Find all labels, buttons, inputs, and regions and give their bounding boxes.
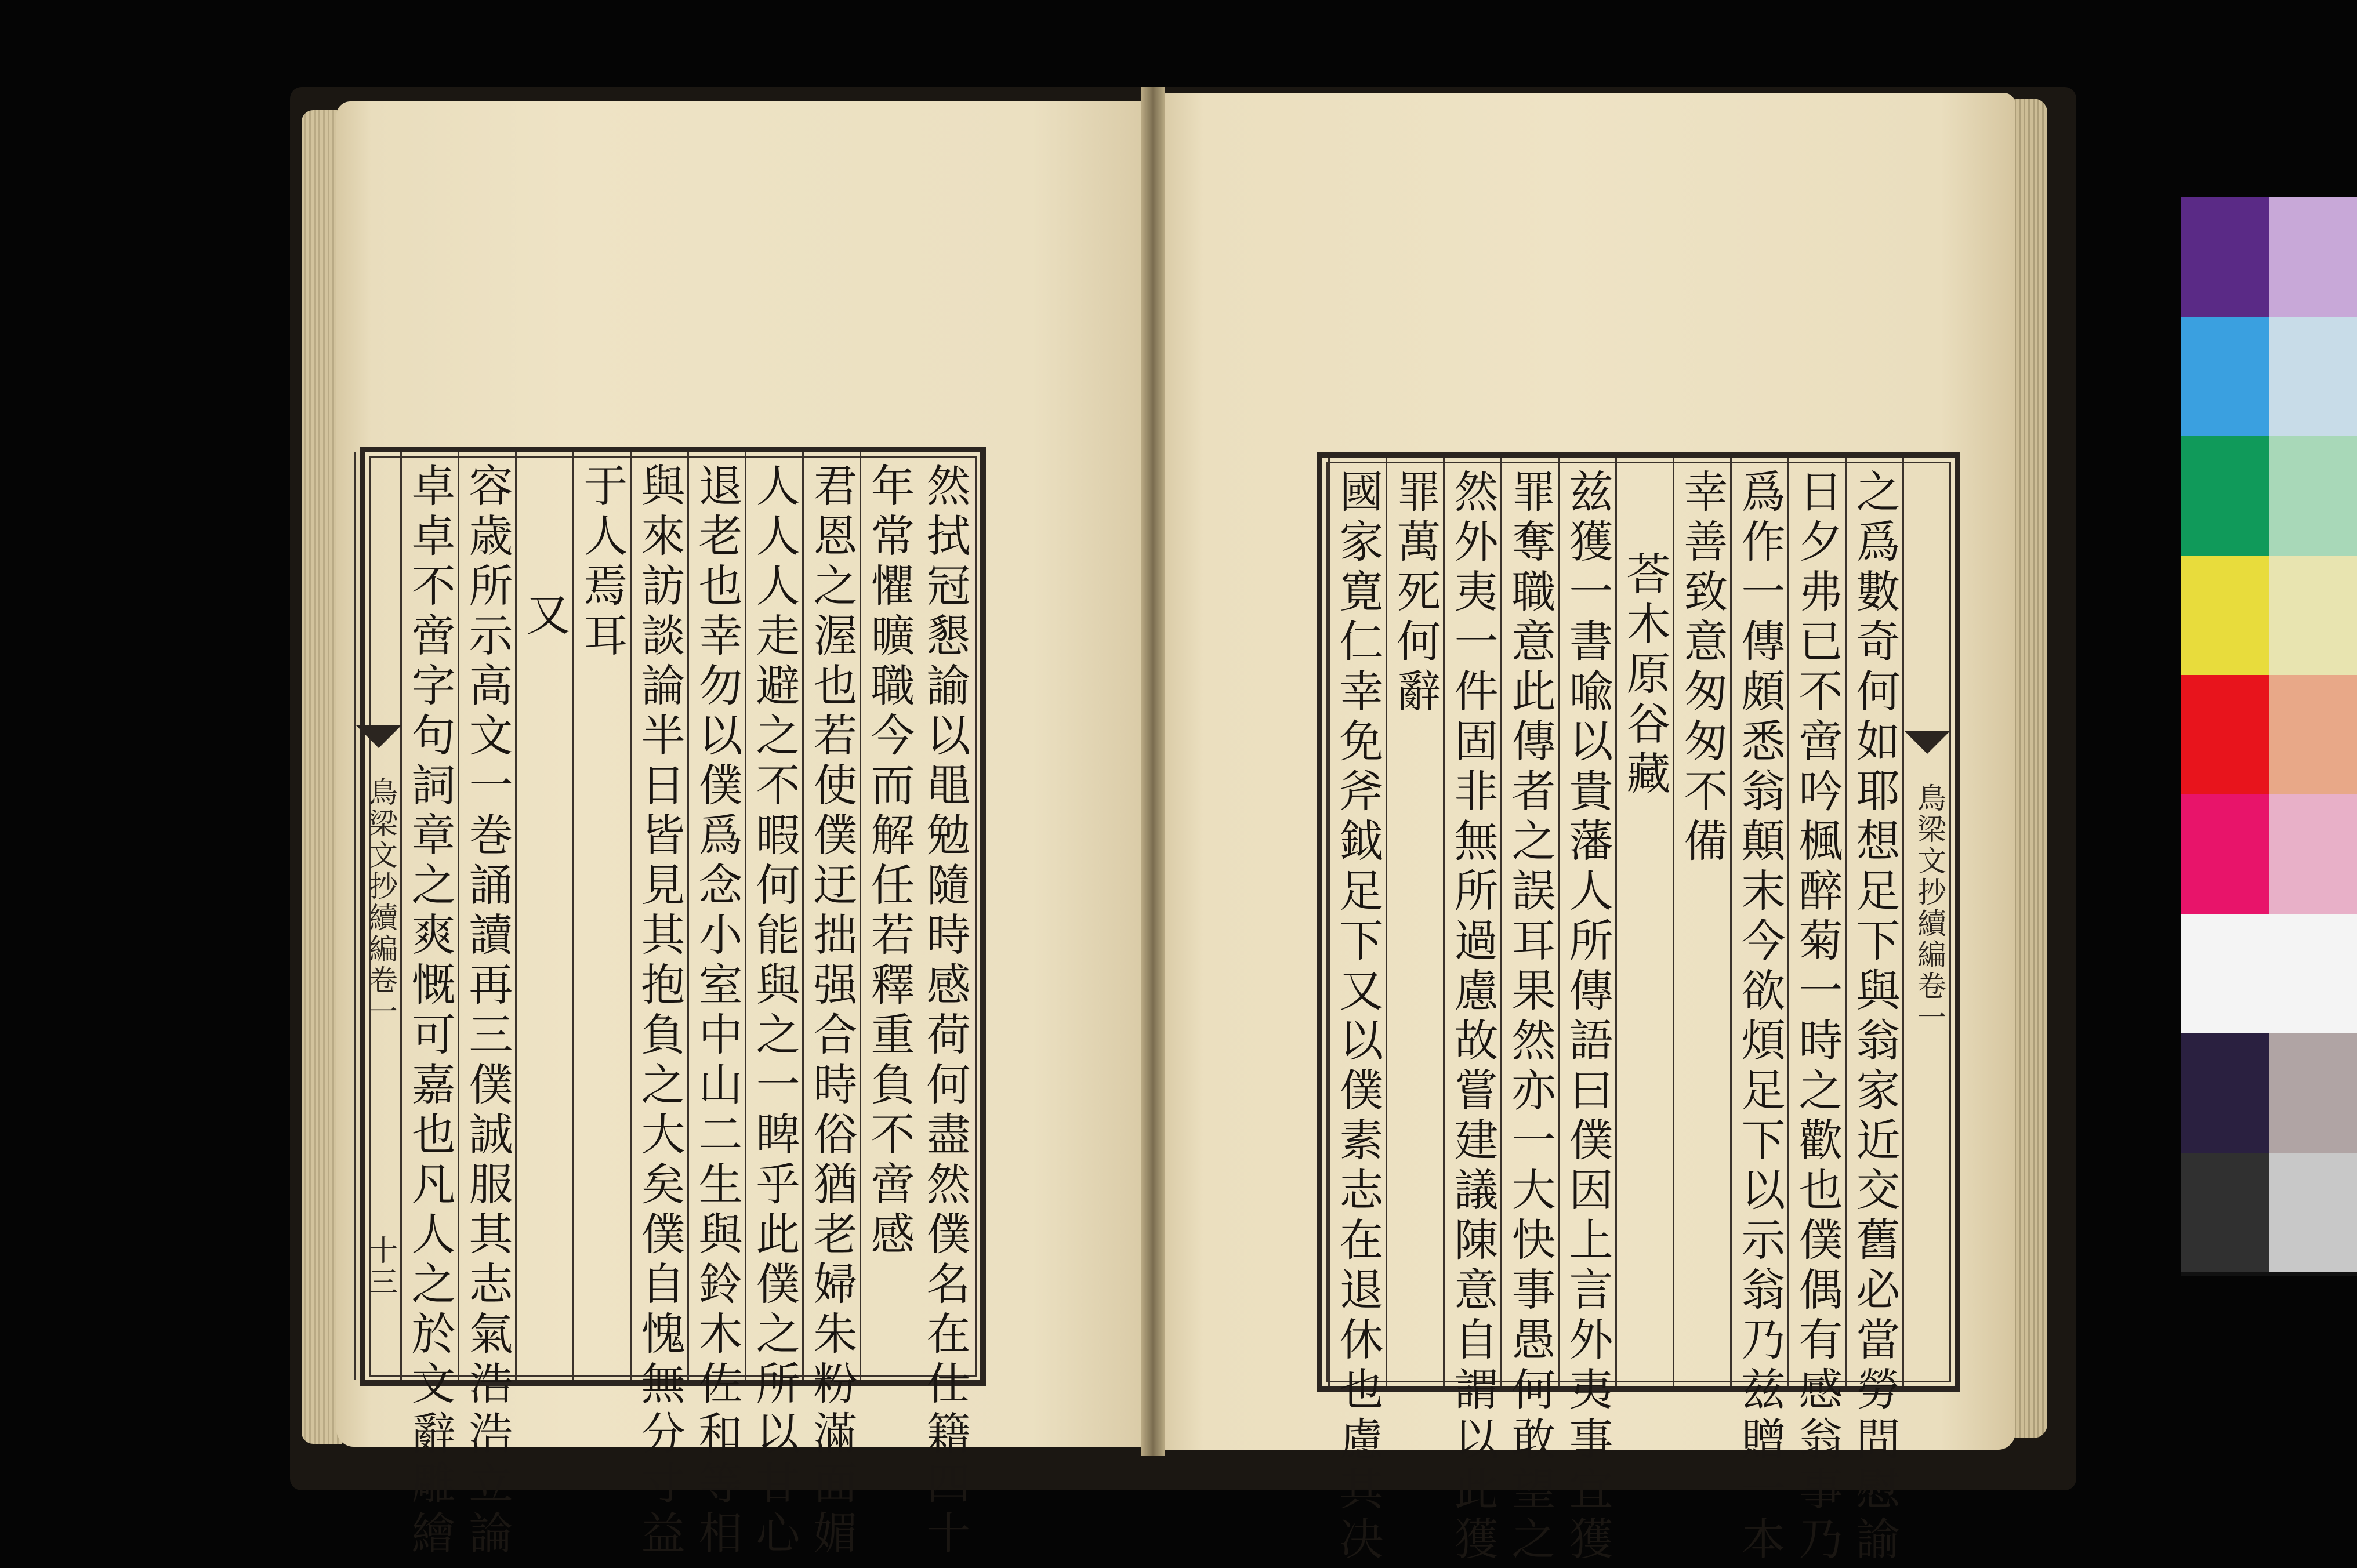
right-column-9 bbox=[1386, 458, 1444, 1386]
book-gutter bbox=[1141, 87, 1165, 1456]
color-swatch bbox=[2181, 556, 2269, 675]
right-column-2-text: 日夕弗已不啻吟楓醉菊一時之歡也僕偶有感翁事乃 bbox=[1792, 469, 1843, 1566]
color-swatch bbox=[2269, 1153, 2357, 1272]
right-column-6-text: 兹獲一書喩以貴藩人所傳語曰僕因上言外夷事宜獲 bbox=[1562, 469, 1613, 1566]
left-page-number: 十三 bbox=[364, 1235, 398, 1298]
color-calibration-card bbox=[2181, 197, 2357, 1276]
right-column-4 bbox=[1673, 458, 1731, 1386]
color-swatch bbox=[2269, 1033, 2357, 1153]
right-column-8 bbox=[1443, 458, 1501, 1566]
right-margin-title: 鳥梁文抄續編卷一 bbox=[1913, 783, 1946, 1033]
color-swatch bbox=[2181, 197, 2269, 317]
left-column-4 bbox=[745, 452, 803, 1560]
color-swatch bbox=[2181, 914, 2269, 1033]
left-column-7 bbox=[572, 452, 630, 1380]
left-column-3 bbox=[802, 452, 860, 1560]
color-swatch bbox=[2181, 1153, 2269, 1272]
left-column-1 bbox=[917, 452, 973, 1560]
left-column-10-text: 卓卓不啻字句詞章之爽慨可嘉也凡人之於文辭雕繪 bbox=[404, 463, 456, 1560]
color-swatch bbox=[2269, 914, 2357, 1033]
right-text-frame bbox=[1317, 452, 1960, 1566]
color-swatch bbox=[2269, 675, 2357, 794]
right-column-7 bbox=[1500, 458, 1558, 1566]
left-column-8-text: 又 bbox=[519, 591, 571, 641]
left-column-9-text: 容歳所示高文一巻誦讀再三僕誠服其志氣浩浩立論 bbox=[462, 463, 513, 1560]
right-column-8-text: 然外夷一件固非無所過慮故嘗建議陳意自謂以此獲 bbox=[1447, 469, 1499, 1566]
right-column-10-text: 國家寛仁幸免斧鉞足下又以僕素志在退休也慮其决 bbox=[1332, 469, 1384, 1566]
right-column-1-text: 之爲數奇何如耶想足下與翁家近交舊必當勞問慰諭 bbox=[1849, 469, 1901, 1566]
right-column-6 bbox=[1558, 458, 1616, 1566]
left-column-2 bbox=[860, 452, 918, 1380]
right-column-5 bbox=[1615, 458, 1673, 1386]
color-swatch bbox=[2181, 675, 2269, 794]
fish-tail-ornament bbox=[356, 725, 402, 748]
left-column-7-text: 于人焉耳 bbox=[576, 463, 628, 662]
color-swatch bbox=[2269, 197, 2357, 317]
left-column-2-text: 年常懼曠職今而解任若釋重負不啻感 bbox=[864, 463, 915, 1261]
right-column-2 bbox=[1787, 458, 1845, 1566]
left-column-5-text: 退老也幸勿以僕爲念小室中山二生與鈴木佐和等相 bbox=[691, 463, 743, 1560]
color-swatch bbox=[2181, 436, 2269, 556]
right-column-9-text: 罪萬死何辭 bbox=[1390, 469, 1441, 718]
color-swatch bbox=[2269, 317, 2357, 436]
left-column-6 bbox=[630, 452, 688, 1560]
right-column-3-text: 爲作一傳頗悉翁顛末今欲煩足下以示翁乃兹贈一本 bbox=[1734, 469, 1786, 1566]
right-column-3 bbox=[1730, 458, 1788, 1566]
fish-tail-ornament-right bbox=[1904, 731, 1950, 754]
color-swatch bbox=[2181, 1033, 2269, 1153]
color-swatch bbox=[2269, 556, 2357, 675]
left-margin-title: 鳥梁文抄續編卷一 bbox=[364, 777, 398, 1028]
left-column-1-text: 然拭冠懇諭以黽勉隨時感荷何盡然僕名在仕籍四十 bbox=[919, 463, 971, 1560]
left-column-4-text: 人人人走避之不暇何能與之一睥乎此僕之所以甘心 bbox=[749, 463, 800, 1560]
color-swatch bbox=[2181, 794, 2269, 914]
color-swatch bbox=[2269, 794, 2357, 914]
left-column-5 bbox=[687, 452, 745, 1560]
right-column-5-text: 荅木原谷藏 bbox=[1619, 551, 1671, 800]
left-column-10 bbox=[400, 452, 458, 1560]
left-column-3-text: 君恩之渥也若使僕迂拙强合時俗猶老婦朱粉滿面媚 bbox=[806, 463, 858, 1560]
color-swatch bbox=[2269, 436, 2357, 556]
left-margin-strip bbox=[354, 452, 396, 1380]
right-column-7-text: 罪奪職意此傳者之誤耳果然亦一大快事愚何敢望之 bbox=[1504, 469, 1556, 1566]
right-column-10 bbox=[1328, 458, 1386, 1566]
right-column-1 bbox=[1845, 458, 1903, 1566]
color-swatch bbox=[2181, 317, 2269, 436]
left-column-8 bbox=[515, 452, 573, 1380]
left-text-frame bbox=[360, 447, 986, 1560]
right-column-4-text: 幸善致意匆匆不備 bbox=[1677, 469, 1728, 868]
left-column-9 bbox=[458, 452, 516, 1560]
left-column-6-text: 與來訪談論半日皆見其抱負之大矣僕自愧無分寸益 bbox=[634, 463, 686, 1560]
right-margin-strip bbox=[1902, 458, 1950, 1386]
